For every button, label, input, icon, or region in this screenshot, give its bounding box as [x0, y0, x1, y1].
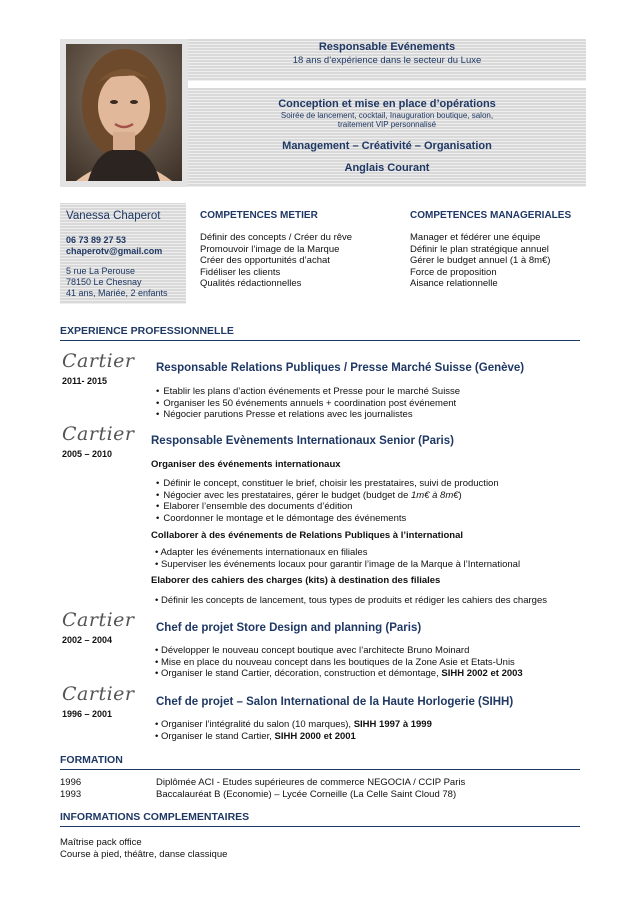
info-title: INFORMATIONS COMPLEMENTAIRES: [60, 811, 250, 823]
formation-divider: [60, 769, 580, 770]
cartier-logo: Cartier: [62, 683, 135, 705]
skill-item: Aisance relationnelle: [410, 278, 498, 289]
job-duties: [156, 386, 460, 421]
summary-box: [188, 88, 586, 187]
duty-item: • Négocier parutions Presse et relations avec les journalistes: [156, 409, 413, 420]
formation-title: FORMATION: [60, 754, 123, 766]
job-subsection: Organiser des événements internationaux: [151, 459, 341, 470]
duty-item: • Etablir les plans d’action événements et Presse pour le marché Suisse: [156, 386, 461, 397]
summary-language: Anglais Courant: [344, 162, 430, 174]
skills-metier: [200, 210, 400, 290]
cartier-logo: Cartier: [62, 350, 135, 372]
formation-degree: Baccalauréat B (Economie) – Lycée Corneille (La Celle Saint Cloud 78): [156, 789, 457, 800]
info-divider: [60, 826, 580, 827]
job-title: Chef de projet Store Design and planning (Paris): [156, 622, 422, 634]
job-date: 2011- 2015: [62, 376, 108, 386]
duty-item: • Organiser les 50 événements annuels + coordination post événement: [156, 397, 457, 409]
formation-degree: Diplômée ACI - Etudes supérieures de commerce NEGOCIA / CCIP Paris: [156, 777, 466, 788]
headline-subtitle: 18 ans d’expérience dans le secteur du Luxe: [292, 55, 482, 66]
cartier-logo: Cartier: [62, 423, 135, 445]
contact-personal-info: 41 ans, Mariée, 2 enfants: [66, 288, 168, 298]
job-duties: [155, 719, 432, 742]
job-duties: [155, 547, 520, 570]
skills-managerial-title: COMPETENCES MANAGERIALES: [410, 210, 572, 221]
summary-detail-1: Soirée de lancement, cocktail, Inauguration boutique, salon,: [280, 111, 494, 120]
contact-email[interactable]: chaperotv@gmail.com: [66, 246, 163, 256]
contact-address-2: 78150 Le Chesnay: [66, 277, 142, 287]
summary-title: Conception et mise en place d’opérations: [278, 98, 496, 110]
contact-box: [60, 203, 186, 304]
skill-item: Créer des opportunités d’achat: [200, 255, 330, 266]
job-subsection: Collaborer à des événements de Relations Publiques à l’international: [151, 530, 464, 541]
contact-address-1: 5 rue La Perouse: [66, 266, 136, 276]
skill-item: Définir des concepts / Créer du rêve: [200, 232, 353, 243]
info-item: Course à pied, théâtre, danse classique: [60, 849, 228, 860]
job-duties: [156, 478, 499, 524]
duty-item: • Organiser l’intégralité du salon (10 marques), SIHH 1997 à 1999: [155, 719, 432, 730]
duty-item: • Organiser le stand Cartier, décoration, construction et démontage, SIHH 2002 et 2003: [155, 668, 523, 679]
contact-phone: 06 73 89 27 53: [66, 235, 127, 245]
headline-title: Responsable Evénements: [318, 41, 456, 53]
skills-managerial: [410, 210, 590, 290]
job-date: 1996 – 2001: [62, 709, 113, 719]
job-title: Responsable Evènements Internationaux Senior (Paris): [151, 435, 454, 447]
skill-item: Fidéliser les clients: [200, 266, 281, 278]
contact-name: Vanessa Chaperot: [66, 210, 161, 222]
cartier-logo: Cartier: [62, 609, 135, 631]
headline-box: [188, 39, 586, 81]
duty-item: • Développer le nouveau concept boutique avec l’architecte Bruno Moinard: [155, 645, 470, 656]
duty-item: • Adapter les événements internationaux en filiales: [155, 547, 368, 558]
job-title: Chef de projet – Salon International de la Haute Horlogerie (SIHH): [156, 696, 514, 708]
duty-item: • Négocier avec les prestataires, gérer le budget (budget de 1m€ à 8m€): [156, 489, 462, 501]
job-subsection: Elaborer des cahiers des charges (kits) à destination des filiales: [151, 575, 441, 586]
duty-item: • Définir les concepts de lancement, tous types de produits et rédiger les cahiers des charges: [155, 595, 547, 606]
job-duties: [155, 645, 523, 680]
summary-keywords: Management – Créativité – Organisation: [282, 140, 492, 152]
formation-year: 1996: [60, 777, 82, 788]
profile-photo: [66, 44, 182, 181]
duty-item: • Superviser les événements locaux pour garantir l’image de la Marque à l’International: [155, 558, 521, 570]
experience-divider: [60, 340, 580, 341]
duty-item: • Elaborer l’ensemble des documents d’édition: [156, 501, 353, 512]
skill-item: Manager et fédérer une équipe: [410, 232, 541, 243]
skills-metier-title: COMPETENCES METIER: [200, 210, 318, 221]
job-title: Responsable Relations Publiques / Presse Marché Suisse (Genève): [156, 362, 525, 374]
skill-item: Qualités rédactionnelles: [200, 278, 302, 289]
duty-item: • Organiser le stand Cartier, SIHH 2000 et 2001: [155, 730, 356, 742]
info-item: Maîtrise pack office: [60, 837, 142, 848]
formation-year: 1993: [60, 789, 82, 800]
experience-title: EXPERIENCE PROFESSIONNELLE: [60, 325, 234, 337]
duty-item: • Coordonner le montage et le démontage des événements: [156, 512, 407, 524]
duty-item: • Définir le concept, constituer le brief, choisir les prestataires, suivi de production: [156, 478, 499, 489]
skill-item: Définir le plan stratégique annuel: [410, 243, 549, 255]
skill-item: Force de proposition: [410, 266, 497, 278]
duty-item: • Mise en place du nouveau concept dans les boutiques de la Zone Asie et Etats-Unis: [155, 656, 515, 668]
job-date: 2005 – 2010: [62, 449, 113, 459]
summary-detail-2: traitement VIP personnalisé: [337, 120, 437, 129]
skill-item: Promouvoir l’image de la Marque: [200, 243, 340, 255]
skill-item: Gérer le budget annuel (1 à 8m€): [410, 255, 551, 266]
job-date: 2002 – 2004: [62, 635, 113, 645]
